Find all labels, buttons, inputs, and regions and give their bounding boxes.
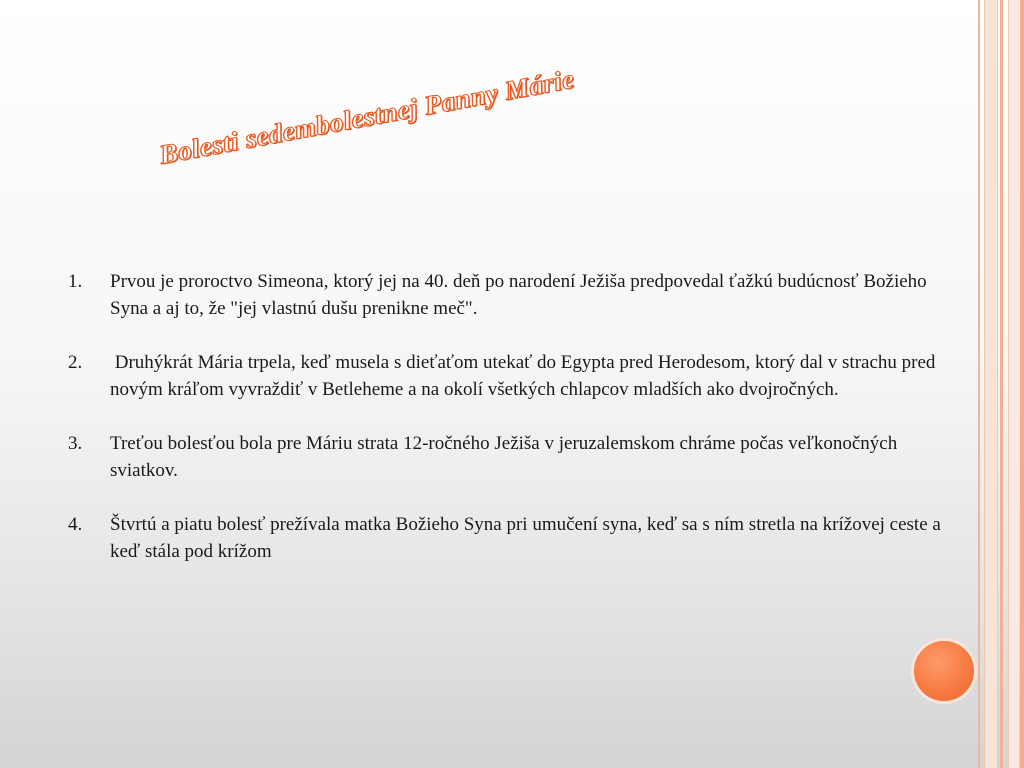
decorative-stripe (984, 0, 998, 768)
list-item (68, 268, 968, 322)
list-item-text: Druhýkrát Mária trpela, keď musela s dieťaťom utekať do Egypta pred Herodesom, ktorý dal v strachu pred novým kráľom vyvraždiť v Betleheme a na okolí všetkých chlapcov mladších ako dvojročných. (110, 352, 941, 400)
list-item-number: 2. (68, 352, 83, 373)
list-item-number: 1. (68, 271, 83, 292)
numbered-list (68, 268, 968, 592)
list-item-number: 4. (68, 514, 83, 535)
decorative-stripe (978, 0, 980, 768)
list-item-text: Štvrtú a piatu bolesť prežívala matka Božieho Syna pri umučení syna, keď sa s ním stretla na krížovej ceste a keď stála pod krížom (110, 514, 941, 562)
decorative-circle-icon (913, 640, 975, 702)
list-item (68, 511, 968, 565)
slide-title: Bolesti sedembolestnej Panny Márie (157, 63, 577, 170)
decorative-stripe (1020, 0, 1024, 768)
list-item (68, 349, 968, 403)
list-item-text: Treťou bolesťou bola pre Máriu strata 12-ročného Ježiša v jeruzalemskom chráme počas veľkonočných sviatkov. (110, 433, 898, 481)
decorative-stripe (1008, 0, 1019, 768)
list-item-text: Prvou je proroctvo Simeona, ktorý jej na 40. deň po narodení Ježiša predpovedal ťažkú budúcnosť Božieho Syna a aj to, že "jej vlastnú dušu prenikne meč". (110, 271, 927, 319)
decorative-stripe (1000, 0, 1003, 768)
list-item-number: 3. (68, 433, 83, 454)
list-item (68, 430, 968, 484)
